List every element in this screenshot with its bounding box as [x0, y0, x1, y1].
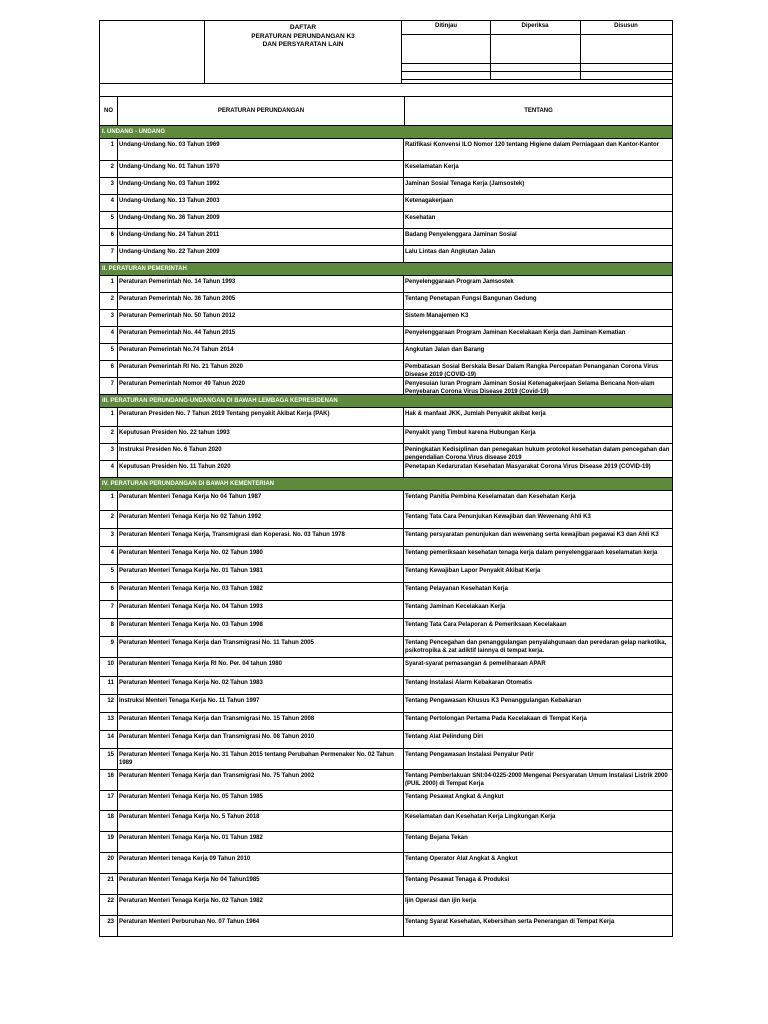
row-regulation: Peraturan Menteri Tenaga Kerja No. 5 Tahun 2018	[117, 811, 403, 831]
row-regulation: Instruksi Presiden No. 6 Tahun 2020	[117, 444, 403, 460]
row-regulation: Peraturan Menteri Tenaga Kerja RI No. Per. 04 tahun 1980	[117, 658, 403, 676]
row-regulation: Keputusan Presiden No. 22 tahun 1993	[117, 427, 403, 443]
document-title	[204, 21, 402, 83]
row-about: Syarat-syarat pemasangan & pemeliharaan APAR	[403, 658, 672, 676]
row-regulation: Peraturan Menteri Tenaga Kerja dan Transmigrasi No. 15 Tahun 2008	[117, 713, 403, 730]
row-number: 11	[107, 680, 114, 686]
row-regulation: Peraturan Presiden No. 7 Tahun 2019 Tentang penyakit Akibat Kerja (PAK)	[117, 408, 403, 426]
row-number: 3	[110, 532, 114, 538]
row-about: Tentang Pertolongan Pertama Pada Kecelakaan di Tempat Kerja	[403, 713, 672, 730]
column-no: NO	[104, 108, 113, 114]
table-row	[99, 361, 673, 378]
row-regulation: Undang-Undang No. 13 Tahun 2003	[117, 195, 403, 211]
row-number: 2	[110, 164, 114, 170]
row-number: 2	[110, 430, 114, 436]
row-about: Tentang Operator Alat Angkat & Angkut	[403, 853, 672, 873]
row-regulation: Peraturan Menteri Tenaga Kerja No. 01 Tahun 1981	[117, 565, 403, 582]
table-row	[99, 511, 673, 529]
row-number: 7	[110, 604, 114, 610]
table-row	[99, 161, 673, 178]
row-about: Tentang Tata Cara Pelaporan & Pemeriksaan Kecelakaan	[403, 619, 672, 636]
row-about: Tentang Alat Pelindung Diri	[403, 731, 672, 748]
row-number: 14	[107, 734, 114, 740]
table-row	[99, 547, 673, 565]
signature-prepared-box	[580, 35, 672, 64]
section-header: I. UNDANG - UNDANG	[99, 126, 673, 139]
row-regulation: Undang-Undang No. 03 Tahun 1969	[117, 139, 403, 160]
signature-checked-label: Diperiksa	[490, 21, 580, 35]
row-regulation: Peraturan Menteri Tenaga Kerja No 02 Tahun 1992	[117, 511, 403, 528]
row-number: 5	[110, 568, 114, 574]
header-spacer	[99, 84, 673, 96]
table-row	[99, 619, 673, 637]
row-about: Pembatasan Sosial Berskala Besar Dalam Rangka Percepatan Penanganan Corona Virus Disease 2019 (COVID-19)	[403, 361, 672, 377]
row-about: Tentang Jaminan Kecelakaan Kerja	[403, 601, 672, 618]
table-row	[99, 491, 673, 511]
table-row	[99, 583, 673, 601]
table-row	[99, 461, 673, 478]
row-number: 6	[110, 586, 114, 592]
row-about: Tentang Tata Cara Penunjukan Kewajiban dan Wewenang Ahli K3	[403, 511, 672, 528]
row-number: 4	[110, 464, 114, 470]
table-row	[99, 195, 673, 212]
signature-prepared	[580, 21, 672, 80]
section-header: IV. PERATURAN PERUNDANGAN DI BAWAH KEMENTERIAN	[99, 478, 673, 491]
row-number: 18	[107, 814, 114, 820]
signature-prepared-date-line	[580, 72, 672, 80]
row-about: Lalu Lintas dan Angkutan Jalan	[403, 246, 672, 262]
table-body	[99, 126, 673, 937]
table-row	[99, 874, 673, 895]
section-header: II. PERATURAN PEMERINTAH	[99, 263, 673, 276]
row-number: 8	[110, 622, 114, 628]
row-about: Tentang Kewajiban Lapor Penyakit Akibat Kerja	[403, 565, 672, 582]
row-number: 21	[107, 877, 114, 883]
row-about: Tentang persyaratan penunjukan dan wewenang serta kewajiban pegawai K3 dan Ahli K3	[403, 529, 672, 546]
row-number: 15	[107, 752, 114, 758]
signature-checked-name-line	[490, 64, 580, 72]
row-number: 17	[107, 794, 114, 800]
title-line-2: PERATURAN PERUNDANGAN K3	[251, 32, 355, 40]
row-number: 7	[110, 381, 114, 387]
title-line-1: DAFTAR	[289, 24, 317, 31]
row-regulation: Peraturan Menteri Tenaga Kerja No. 02 Tahun 1983	[117, 677, 403, 694]
row-regulation: Peraturan Menteri Tenaga Kerja No. 04 Tahun 1993	[117, 601, 403, 618]
signature-prepared-label: Disusun	[580, 21, 672, 35]
row-about: Tentang Pesawat Angkat & Angkut	[403, 791, 672, 810]
table-row	[99, 770, 673, 791]
row-about: Penyelenggaraan Program Jaminan Kecelakaan Kerja dan Jaminan Kematian	[403, 327, 672, 343]
signature-checked-date-line	[490, 72, 580, 80]
row-about: Penetapan Kedaruratan Kesehatan Masyarakat Corona Virus Disease 2019 (COVID-19)	[403, 461, 672, 477]
signature-checked	[490, 21, 581, 80]
row-regulation: Keputusan Presiden No. 11 Tahun 2020	[117, 461, 403, 477]
signature-reviewed-box	[402, 35, 490, 64]
table-row	[99, 895, 673, 916]
regulation-sheet	[99, 20, 673, 937]
row-regulation: Undang-Undang No. 22 Tahun 2009	[117, 246, 403, 262]
row-regulation: Undang-Undang No. 36 Tahun 2009	[117, 212, 403, 228]
table-row	[99, 344, 673, 361]
row-about: Angkutan Jalan dan Barang	[403, 344, 672, 360]
row-about: Tentang Syarat Kesehatan, Kebersihan serta Penerangan di Tempat Kerja	[403, 916, 672, 936]
row-regulation: Peraturan Pemerintah No. 44 Tahun 2015	[117, 327, 403, 343]
row-about: Peningkatan Kedisiplinan dan penegakan hukum protokol kesehatan dalam pencegahan dan pengendalian Corona Virus disease 2019	[403, 444, 672, 460]
row-regulation: Peraturan Menteri Tenaga Kerja No. 31 Tahun 2015 tentang Perubahan Permenaker No. 02 Tahun 1989	[117, 749, 403, 769]
row-number: 4	[110, 550, 114, 556]
row-number: 9	[110, 640, 114, 646]
table-row	[99, 139, 673, 161]
row-about: Tentang Pemberlakuan SNI:04-0225-2000 Mengenai Persyaratan Umum Instalasi Listrik 2000 (PUIL 2000) di Tempat Kerja	[403, 770, 672, 790]
table-row	[99, 378, 673, 395]
signature-checked-box	[490, 35, 580, 64]
table-row	[99, 310, 673, 327]
row-about: Tentang Penetapan Fungsi Bangunan Gedung	[403, 293, 672, 309]
row-regulation: Peraturan Menteri Tenaga Kerja No 04 Tahun1985	[117, 874, 403, 894]
row-regulation: Peraturan Pemerintah No.74 Tahun 2014	[117, 344, 403, 360]
row-about: Ketenagakerjaan	[403, 195, 672, 211]
table-row	[99, 853, 673, 874]
row-number: 1	[110, 279, 114, 285]
row-regulation: Peraturan Menteri Tenaga Kerja No. 03 Tahun 1982	[117, 583, 403, 600]
signature-reviewed-label: Ditinjau	[402, 21, 490, 35]
row-about: Ijin Operasi dan ijin kerja	[403, 895, 672, 915]
row-about: Kesehatan	[403, 212, 672, 228]
row-number: 4	[110, 198, 114, 204]
row-about: Hak & manfaat JKK, Jumlah Penyakit akibat kerja	[403, 408, 672, 426]
row-about: Tentang Instalasi Alarm Kebakaran Otomatis	[403, 677, 672, 694]
row-number: 22	[107, 898, 114, 904]
title-line-3: DAN PERSYARATAN LAIN	[262, 41, 344, 48]
row-regulation: Undang-Undang No. 01 Tahun 1970	[117, 161, 403, 177]
row-number: 5	[110, 215, 114, 221]
row-regulation: Peraturan Menteri Tenaga Kerja, Transmigrasi dan Koperasi. No. 03 Tahun 1978	[117, 529, 403, 546]
row-about: Badang Penyelenggara Jaminan Sosial	[403, 229, 672, 245]
row-regulation: Peraturan Menteri Tenaga Kerja dan Transmigrasi No. 11 Tahun 2005	[117, 637, 403, 657]
row-number: 3	[110, 313, 114, 319]
column-regulation: PERATURAN PERUNDANGAN	[117, 97, 404, 125]
document-header	[99, 20, 673, 84]
row-about: Tentang Pencegahan dan penanggulangan penyalahgunaan dan peredaran gelap narkotika, psikotropika & zat adiktif lainnya di tempat kerja.	[403, 637, 672, 657]
table-row	[99, 444, 673, 461]
table-row	[99, 212, 673, 229]
row-about: Tentang pemeriksaan kesehatan tenaga kerja dalam penyelenggaraan keselamatan kerja	[403, 547, 672, 564]
table-row	[99, 246, 673, 263]
row-regulation: Peraturan Menteri Tenaga Kerja dan Transmigrasi No. 08 Tahun 2010	[117, 731, 403, 748]
row-number: 4	[110, 330, 114, 336]
table-row	[99, 658, 673, 677]
signature-reviewed-date-line	[402, 72, 490, 80]
row-about: Tentang Pelayanan Kesehatan Kerja	[403, 583, 672, 600]
table-row	[99, 677, 673, 695]
signature-reviewed	[402, 21, 491, 80]
row-number: 6	[110, 364, 114, 370]
row-regulation: Peraturan Pemerintah Nomor 49 Tahun 2020	[117, 378, 403, 394]
row-regulation: Peraturan Menteri Perburuhan No. 07 Tahun 1964	[117, 916, 403, 936]
row-about: Penyesuian Iuran Program Jaminan Sosial Ketenagakerjaan Selama Bencana Non-alam Penyebaran Corona Virus Disease 2019 (Covid-19)	[403, 378, 672, 394]
table-row	[99, 916, 673, 937]
row-number: 13	[107, 716, 114, 722]
row-regulation: Peraturan Menteri Tenaga Kerja No. 01 Tahun 1982	[117, 832, 403, 852]
row-regulation: Peraturan Menteri Tenaga Kerja No. 03 Tahun 1998	[117, 619, 403, 636]
row-about: Tentang Panitia Pembina Keselamatan dan Kesehatan Kerja	[403, 491, 672, 510]
row-number: 12	[107, 698, 114, 704]
table-row	[99, 408, 673, 427]
table-row	[99, 327, 673, 344]
row-regulation: Peraturan Menteri Tenaga Kerja dan Transmigrasi No. 75 Tahun 2002	[117, 770, 403, 790]
table-row	[99, 749, 673, 770]
row-number: 19	[107, 835, 114, 841]
table-row	[99, 832, 673, 853]
row-about: Tentang Pesawat Tenaga & Produksi	[403, 874, 672, 894]
row-about: Keselamatan Kerja	[403, 161, 672, 177]
row-number: 23	[107, 919, 114, 925]
column-header	[99, 96, 673, 126]
row-regulation: Peraturan Menteri tenaga Kerja 09 Tahun 2010	[117, 853, 403, 873]
section-header: III. PERATURAN PERUNDANG-UNDANGAN DI BAWAH LEMBAGA KEPRESIDENAN	[99, 395, 673, 408]
row-regulation: Peraturan Pemerintah No. 14 Tahun 1993	[117, 276, 403, 292]
row-regulation: Undang-Undang No. 24 Tahun 2011	[117, 229, 403, 245]
table-row	[99, 791, 673, 811]
table-row	[99, 229, 673, 246]
row-about: Jaminan Sosial Tenaga Kerja (Jamsostek)	[403, 178, 672, 194]
table-row	[99, 427, 673, 444]
row-about: Sistem Manajemen K3	[403, 310, 672, 326]
row-about: Ratifikasi Konvensi ILO Nomor 120 tentang Higiene dalam Perniagaan dan Kantor-Kantor	[403, 139, 672, 160]
row-number: 6	[110, 232, 114, 238]
row-regulation: Peraturan Pemerintah RI No. 21 Tahun 2020	[117, 361, 403, 377]
table-row	[99, 637, 673, 658]
table-row	[99, 529, 673, 547]
row-number: 1	[110, 411, 114, 417]
column-about: TENTANG	[404, 97, 672, 125]
row-number: 2	[110, 296, 114, 302]
signature-prepared-name-line	[580, 64, 672, 72]
row-number: 1	[110, 142, 114, 148]
row-regulation: Peraturan Pemerintah No. 36 Tahun 2005	[117, 293, 403, 309]
row-about: Penyakit yang Timbul karena Hubungan Kerja	[403, 427, 672, 443]
table-row	[99, 811, 673, 832]
row-number: 3	[110, 181, 114, 187]
row-regulation: Undang-Undang No. 03 Tahun 1992	[117, 178, 403, 194]
table-row	[99, 178, 673, 195]
row-regulation: Peraturan Menteri Tenaga Kerja No 04 Tahun 1987	[117, 491, 403, 510]
table-row	[99, 601, 673, 619]
row-number: 2	[110, 514, 114, 520]
row-regulation: Peraturan Menteri Tenaga Kerja No. 02 Tahun 1980	[117, 547, 403, 564]
row-number: 10	[107, 661, 114, 667]
table-row	[99, 731, 673, 749]
table-row	[99, 565, 673, 583]
row-number: 20	[107, 856, 114, 862]
table-row	[99, 713, 673, 731]
table-row	[99, 293, 673, 310]
row-regulation: Instruksi Menteri Tenaga Kerja No. 11 Tahun 1997	[117, 695, 403, 712]
row-about: Tentang Pengawasan Khusus K3 Penanggulangan Kebakaran	[403, 695, 672, 712]
table-row	[99, 276, 673, 293]
row-number: 5	[110, 347, 114, 353]
row-regulation: Peraturan Menteri Tenaga Kerja No. 02 Tahun 1982	[117, 895, 403, 915]
row-regulation: Peraturan Pemerintah No. 50 Tahun 2012	[117, 310, 403, 326]
table-row	[99, 695, 673, 713]
row-number: 7	[110, 249, 114, 255]
row-about: Keselamatan dan Kesehatan Kerja Lingkungan Kerja	[403, 811, 672, 831]
row-regulation: Peraturan Menteri Tenaga Kerja No. 05 Tahun 1985	[117, 791, 403, 810]
row-about: Penyelenggaraan Program Jamsostek	[403, 276, 672, 292]
row-number: 3	[110, 447, 114, 453]
row-about: Tentang Pengawasan Instalasi Penyalur Petir	[403, 749, 672, 769]
signature-reviewed-name-line	[402, 64, 490, 72]
row-about: Tentang Bejana Tekan	[403, 832, 672, 852]
row-number: 16	[107, 773, 114, 779]
row-number: 1	[110, 494, 114, 500]
